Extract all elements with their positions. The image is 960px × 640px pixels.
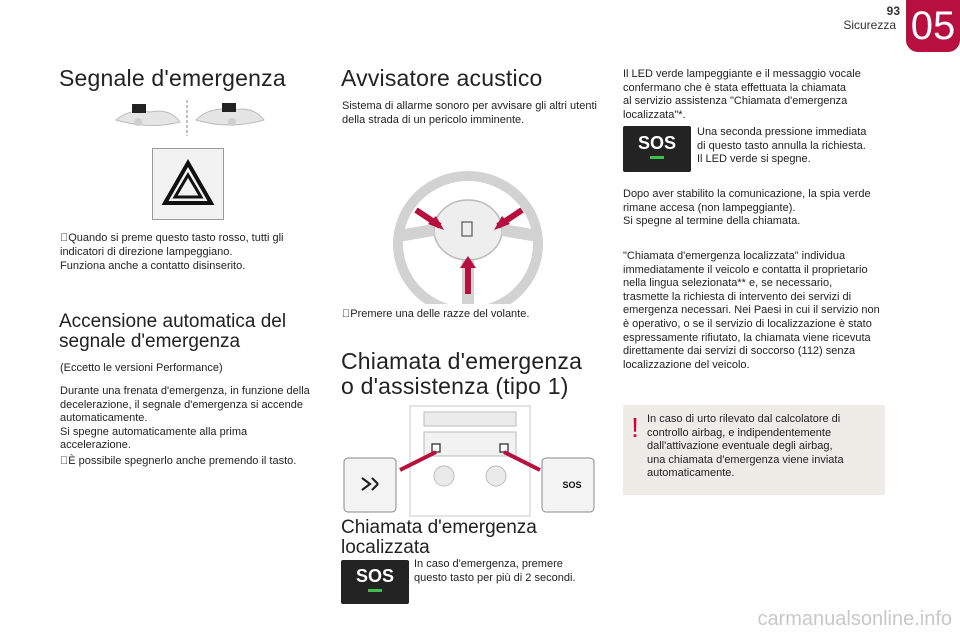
warning-text: In caso di urto rilevato dal calcolatore di controllo airbag, e indipendentemente dall'attivazione eventuale degli airbag, una chiamata d'emergenza viene inviata automaticamente. bbox=[647, 413, 844, 480]
call-section-title: Chiamata d'emergenza o d'assistenza (tipo 1) bbox=[341, 348, 583, 399]
watermark: carmanualsonline.info bbox=[757, 608, 952, 630]
hazard-dashboard-illustration bbox=[110, 100, 270, 136]
sos-button-photo bbox=[341, 560, 409, 604]
steering-hub bbox=[434, 200, 502, 260]
sos-led bbox=[368, 589, 382, 592]
auto-body: Durante una frenata d'emergenza, in funzione della decelerazione, il segnale d'emergenza si accende automaticamente. Si spegne automaticamente alla prima accelerazione. bbox=[60, 385, 310, 452]
chapter-number-tab: 05 bbox=[906, 0, 960, 52]
auto-exception: (Eccetto le versioni Performance) bbox=[60, 362, 223, 374]
localized-description: "Chiamata d'emergenza localizzata" individua immediatamente il veicolo e contatta il proprietario nella lingua selezionata** e, se necessario, trasmette la richiesta di intervento dei servizi di emergenza necessari. Nei Paesi in cui il servizio non è operativo, o se il servizio di localizzazione è stato espressamente rifiutato, la chiamata viene ricevuta direttamente dai servizi di soccorso (112) senza localizzazione del veicolo. bbox=[623, 250, 880, 371]
localized-body: In caso d'emergenza, premere questo tasto per più di 2 secondi. bbox=[414, 558, 576, 584]
hazard-button-illustration bbox=[152, 148, 224, 220]
led-text: Il LED verde lampeggiante e il messaggio vocale confermano che è stata effettuata la chiamata al servizio assistenza "Chiamata d'emergenza localizzata"*. bbox=[623, 68, 861, 121]
sos-button-photo-2 bbox=[623, 126, 691, 172]
localized-section-title: Chiamata d'emergenza localizzata bbox=[341, 517, 537, 558]
sos-led-2 bbox=[650, 156, 664, 159]
dashboard-right-icon bbox=[196, 103, 264, 126]
page-number: 93 bbox=[886, 4, 900, 18]
sos-photo-label: SOS bbox=[355, 566, 394, 586]
horn-body: Sistema di allarme sonoro per avvisare gli altri utenti della strada di un pericolo imminente. bbox=[342, 100, 597, 126]
auto-bullet: È possibile spegnerlo anche premendo il tasto. bbox=[68, 455, 297, 467]
horn-bullet: Premere una delle razze del volante. bbox=[350, 308, 530, 320]
hazard-note: Funziona anche a contatto disinserito. bbox=[60, 260, 246, 272]
hazard-section-title: Segnale d'emergenza bbox=[59, 65, 286, 91]
warning-icon: ! bbox=[631, 412, 639, 443]
auto-section-title: Accensione automatica del segnale d'emergenza bbox=[59, 311, 287, 352]
chapter-title: Sicurezza bbox=[843, 18, 896, 32]
steering-wheel-illustration bbox=[390, 164, 545, 304]
sos-small-label: SOS bbox=[562, 480, 582, 490]
after-call-text: Dopo aver stabilito la comunicazione, la spia verde rimane accesa (non lampeggiante). Si spegne al termine della chiamata. bbox=[623, 188, 871, 228]
sos-photo-label-2: SOS bbox=[637, 133, 676, 153]
warning-box bbox=[623, 405, 885, 495]
hazard-triangle-icon bbox=[153, 149, 223, 219]
hazard-bullet: Quando si preme questo tasto rosso, tutti gli indicatori di direzione lampeggiano. bbox=[60, 232, 284, 258]
console-illustration bbox=[340, 404, 598, 520]
second-press-text: Una seconda pressione immediata di questo tasto annulla la richiesta. Il LED verde si spegne. bbox=[697, 126, 867, 166]
dashboard-left-icon bbox=[116, 104, 180, 126]
horn-section-title: Avvisatore acustico bbox=[341, 65, 543, 91]
